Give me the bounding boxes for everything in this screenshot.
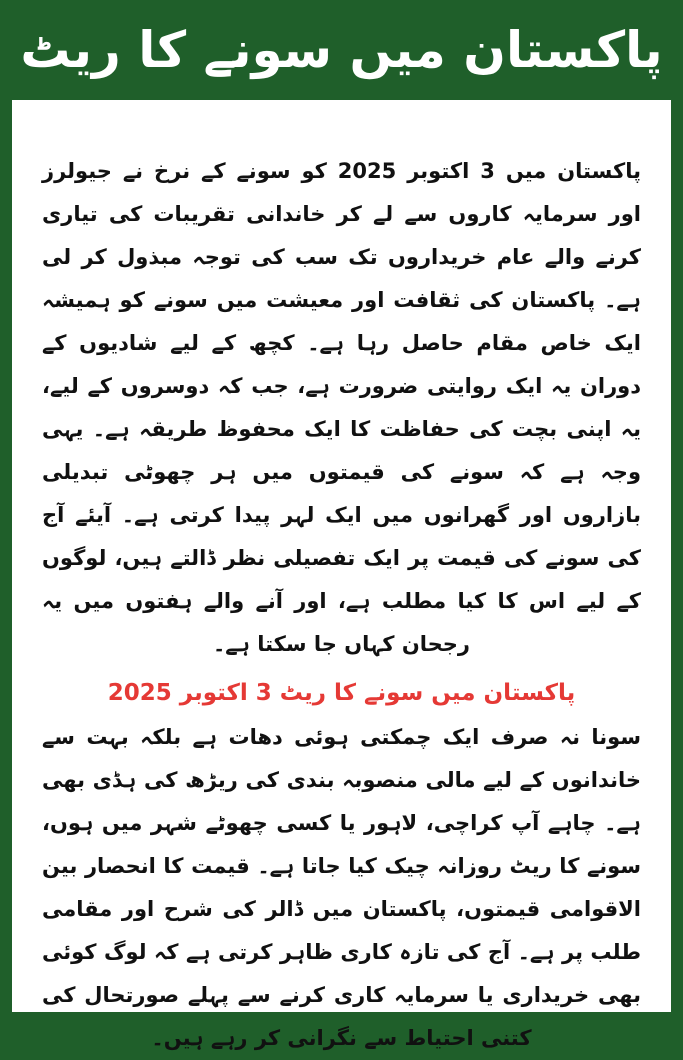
article-panel bbox=[12, 100, 671, 1050]
intro-paragraph: پاکستان میں 3 اکتوبر 2025 کو سونے کے نرخ نے جیولرز اور سرمایہ کاروں سے لے کر خاندانی تقریبات کی تیاری کرنے والے عام خریداروں تک سب کی توجہ مبذول کر لی ہے۔ پاکستان کی ثقافت اور معیشت میں سونے کو ہمیشہ ایک خاص مقام حاصل رہا ہے۔ کچھ کے لیے شادیوں کے دوران یہ ایک روایتی ضرورت ہے، جب کہ دوسروں کے لیے، یہ اپنی بچت کی حفاظت کا ایک محفوظ طریقہ ہے۔ یہی وجہ ہے کہ سونے کی قیمتوں میں ہر چھوٹی تبدیلی بازاروں اور گھرانوں میں ایک لہر پیدا کرتی ہے۔ آیئے آج کی سونے کی قیمت پر ایک تفصیلی نظر ڈالتے ہیں، لوگوں کے لیے اس کا کیا مطلب ہے، اور آنے والے ہفتوں میں یہ رجحان کہاں جا سکتا ہے۔ bbox=[42, 159, 641, 656]
page-title: پاکستان میں سونے کا ریٹ bbox=[20, 21, 663, 79]
title-banner bbox=[0, 0, 683, 100]
section-subheading: پاکستان میں سونے کا ریٹ 3 اکتوبر 2025 bbox=[107, 680, 576, 706]
body-paragraph: سونا نہ صرف ایک چمکتی ہوئی دھات ہے بلکہ بہت سے خاندانوں کے لیے مالی منصوبہ بندی کی ریڑھ کی ہڈی بھی ہے۔ چاہے آپ کراچی، لاہور یا کسی چھوٹے شہر میں ہوں، سونے کا ریٹ روزانہ چیک کیا جاتا ہے۔ قیمت کا انحصار بین الاقوامی قیمتوں، پاکستان میں ڈالر کی شرح اور مقامی طلب پر ہے۔ آج کی تازہ کاری ظاہر کرتی ہے کہ لوگ کوئی بھی خریداری یا سرمایہ کاری کرنے سے پہلے صورتحال کی کتنی احتیاط سے نگرانی کر رہے ہیں۔ bbox=[42, 725, 641, 1050]
